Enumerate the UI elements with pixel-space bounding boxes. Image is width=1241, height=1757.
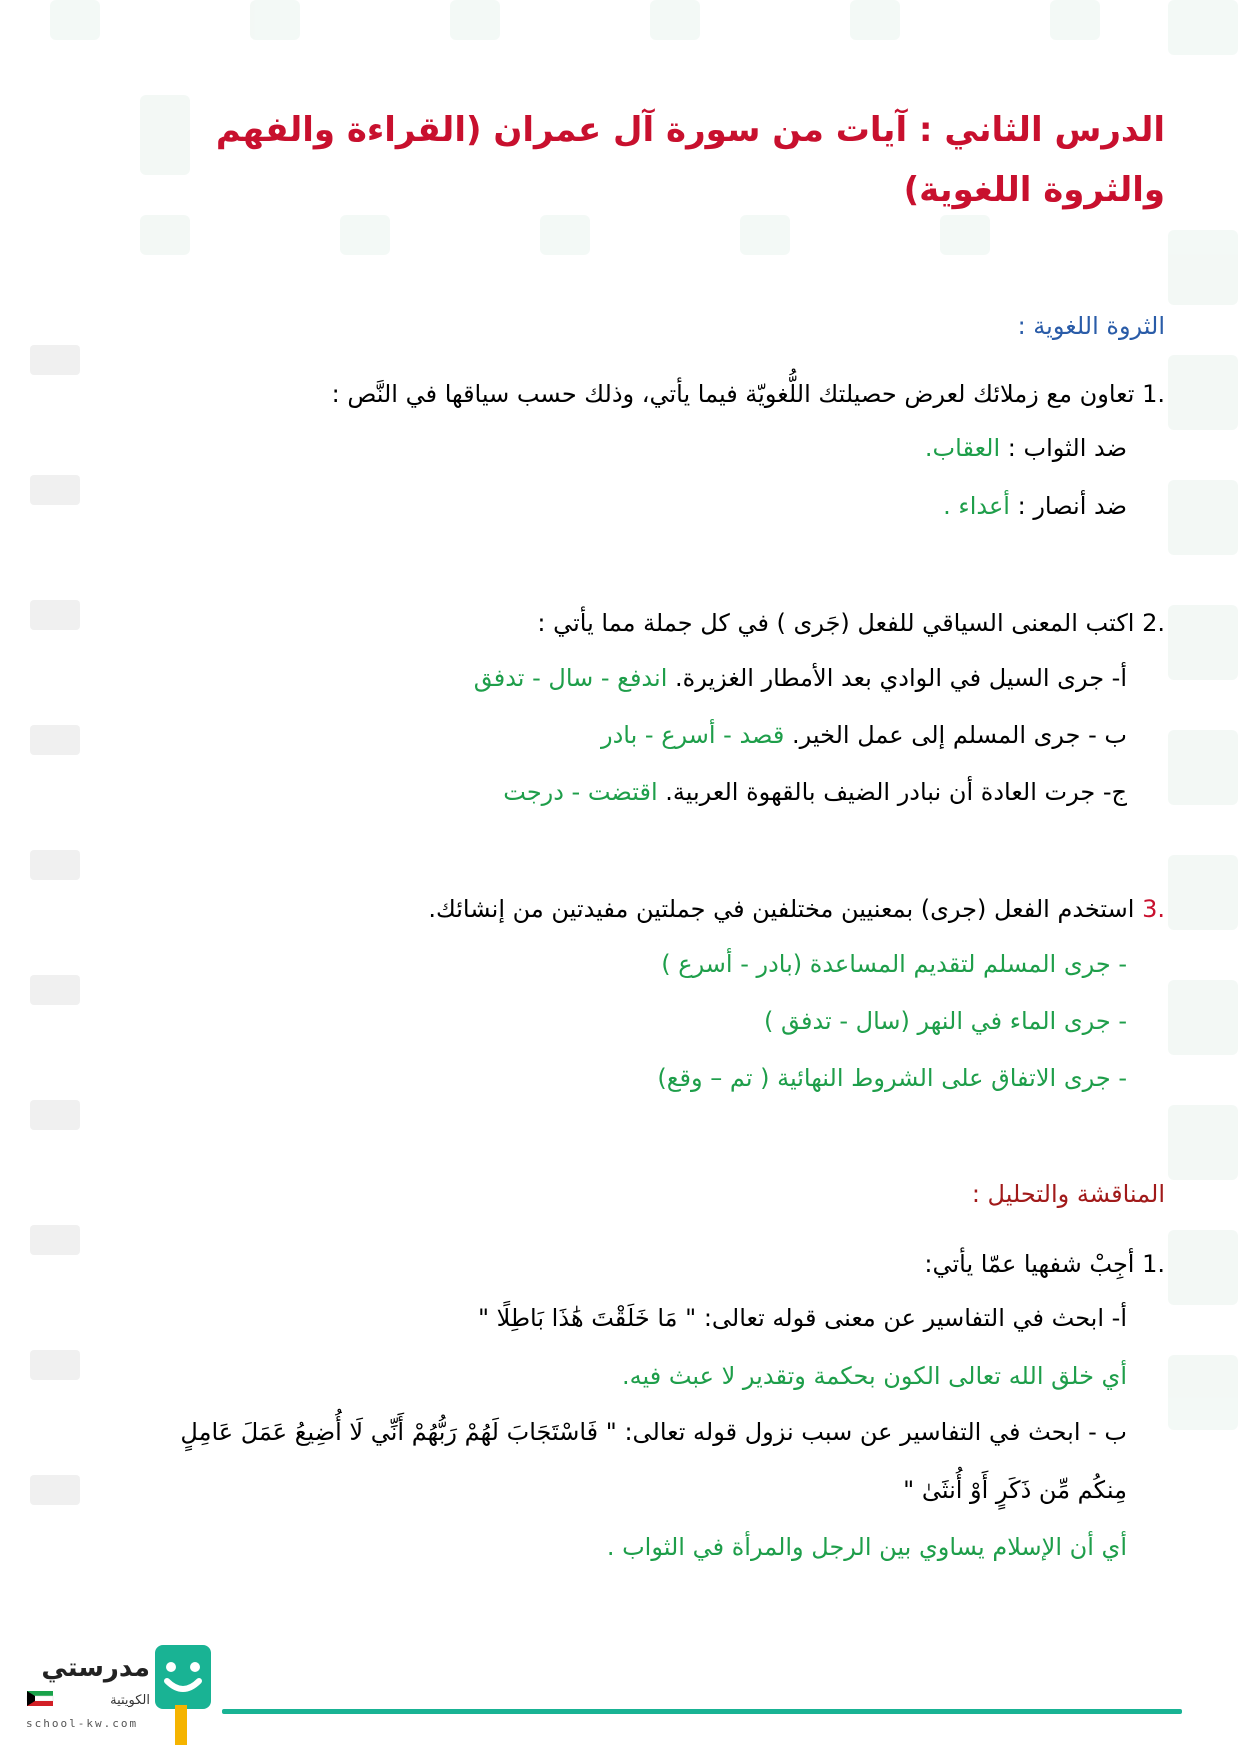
answer-line: [474, 662, 1127, 694]
answer-line: - جرى المسلم لتقديم المساعدة (بادر - أسرع ): [661, 950, 1127, 978]
item-label: ج- جرت العادة أن نبادر الضيف بالقهوة العربية.: [665, 778, 1127, 806]
answer-line: [943, 490, 1127, 522]
question-number: 1.: [1142, 1250, 1165, 1278]
item-label: ضد أنصار :: [1017, 492, 1127, 520]
lesson-title: الدرس الثاني : آيات من سورة آل عمران (القراءة والفهم والثروة اللغوية): [215, 110, 1165, 210]
item-answer: اندفع - سال - تدفق: [473, 664, 668, 692]
footer-divider: [222, 1709, 1182, 1714]
sub-question-b-cont: مِنكُم مِّن ذَكَرٍ أَوْ أُنثَىٰ ": [903, 1476, 1127, 1504]
logo-name: مدرستي: [41, 1653, 150, 1683]
question-text: تعاون مع زملائك لعرض حصيلتك اللُّغويّة فيما يأتي، وذلك حسب سياقها في النَّص :: [331, 380, 1135, 408]
answer-line: - جرى الاتفاق على الشروط النهائية ( تم – وقع): [657, 1064, 1127, 1092]
item-answer: العقاب.: [924, 434, 1001, 462]
question-1: [924, 1248, 1165, 1280]
answer-line: [601, 719, 1127, 751]
section-heading-discussion: المناقشة والتحليل :: [971, 1180, 1165, 1208]
item-label: أ- جرى السيل في الوادي بعد الأمطار الغزيرة.: [675, 664, 1127, 692]
logo-subtitle: الكويتية: [110, 1693, 150, 1708]
question-number: 2.: [1142, 609, 1165, 637]
item-answer: أعداء .: [943, 492, 1010, 520]
sub-question-b: ب - ابحث في التفاسير عن سبب نزول قوله تعالى: " فَاسْتَجَابَ لَهُمْ رَبُّهُمْ أَنِّي لَا أُضِيعُ عَمَلَ عَامِلٍ: [180, 1418, 1127, 1446]
answer-line: أي أن الإسلام يساوي بين الرجل والمرأة في الثواب .: [606, 1533, 1127, 1561]
site-logo: [25, 1643, 215, 1753]
sub-question-a: أ- ابحث في التفاسير عن معنى قوله تعالى: " مَا خَلَقْتَ هَٰذَا بَاطِلًا ": [477, 1304, 1127, 1332]
question-number: 1.: [1142, 380, 1165, 408]
question-text: اكتب المعنى السياقي للفعل (جَرى ) في كل جملة مما يأتي :: [537, 609, 1135, 637]
answer-line: - جرى الماء في النهر (سال - تدفق ): [763, 1007, 1127, 1035]
document-page: [90, 0, 1165, 1755]
answer-line: أي خلق الله تعالى الكون بحكمة وتقدير لا عبث فيه.: [622, 1362, 1127, 1390]
question-2: [537, 607, 1165, 639]
item-answer: قصد - أسرع - بادر: [601, 721, 785, 749]
logo-url: school-kw.com: [26, 1717, 139, 1730]
question-number: 3.: [1142, 895, 1165, 923]
answer-line: [925, 432, 1127, 464]
question-text: استخدم الفعل (جرى) بمعنيين مختلفين في جملتين مفيدتين من إنشائك.: [428, 895, 1135, 923]
question-1: [332, 378, 1165, 410]
question-3: [428, 893, 1165, 925]
item-label: ضد الثواب :: [1007, 434, 1127, 462]
item-label: ب - جرى المسلم إلى عمل الخير.: [791, 721, 1127, 749]
question-text: أجِبْ شفهيا عمّا يأتي:: [924, 1250, 1135, 1278]
section-heading-vocabulary: الثروة اللغوية :: [1017, 312, 1165, 340]
answer-line: [503, 776, 1127, 808]
item-answer: اقتضت - درجت: [503, 778, 658, 806]
